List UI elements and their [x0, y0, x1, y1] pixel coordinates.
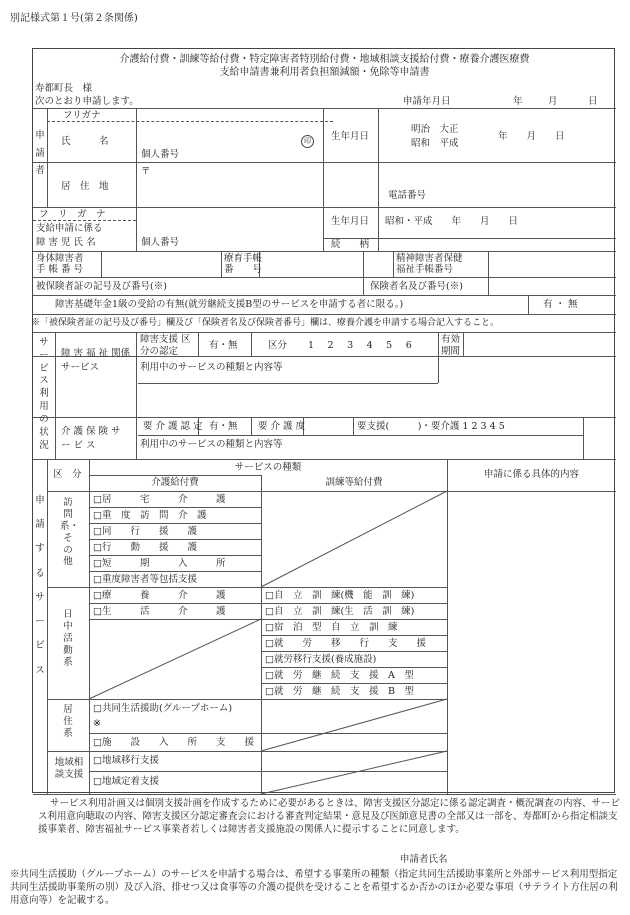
- visit-service-4[interactable]: □短 期 入 所: [93, 558, 226, 569]
- services-section-label: 申請するサービス: [35, 495, 45, 676]
- application-form: [32, 48, 615, 793]
- child-birthdate-value: 昭和・平成 年 月 日: [385, 216, 519, 227]
- visit-service-3[interactable]: □行 動 援 護: [93, 542, 197, 553]
- training-benefit-header: 訓練等給付費: [325, 477, 383, 488]
- community-service-0[interactable]: □地域移行支援: [93, 755, 159, 766]
- application-date-month: 月: [548, 96, 558, 107]
- care-benefit-header: 介護給付費: [151, 477, 199, 488]
- welfare-service-label: 障 害 福 祉 関係サービス: [61, 348, 131, 374]
- applicant-address-label: 居 住 地: [61, 181, 109, 192]
- residential-service-0[interactable]: □共同生活援助(グループホーム): [93, 703, 233, 714]
- mental-handbook-label-1: 精神障害者保健: [396, 253, 463, 264]
- applicant-section-label: 申請者: [35, 130, 45, 177]
- group-community-label: 地域相談支援: [54, 757, 84, 780]
- care-support-level[interactable]: 要支援( )・要介護 1 2 3 4 5: [357, 421, 505, 432]
- community-service-1[interactable]: □地域定着支援: [93, 776, 159, 787]
- mental-handbook-label-2: 福祉手帳番号: [396, 264, 454, 275]
- seal-mark: 印: [301, 135, 314, 148]
- training-service-6[interactable]: □就 労 継 続 支 援 B 型: [265, 686, 414, 697]
- pension-choice[interactable]: 有 ・ 無: [543, 299, 578, 310]
- details-header: 申請に係る具体的内容: [483, 469, 579, 480]
- care-cert-choice[interactable]: 有・無: [209, 421, 238, 432]
- applicant-era-line2: 昭和 平成: [411, 138, 459, 149]
- group-residential-label: 居住系: [63, 704, 73, 739]
- valid-period-label: 有効 期間: [441, 334, 461, 357]
- visit-service-5[interactable]: □重度障害者等包括支援: [93, 574, 197, 585]
- postal-mark: 〒: [141, 166, 151, 177]
- daytime-care-1[interactable]: □生 活 介 護: [93, 606, 226, 617]
- support-cert-choice[interactable]: 有・無: [209, 340, 238, 351]
- child-label-line1: 支給申請に係る: [36, 223, 103, 234]
- care-level-label: 要 介 護 度: [258, 421, 306, 432]
- physical-handbook-label-2: 手 帳 番 号: [36, 264, 84, 275]
- form-number-label: 別記様式第１号(第２条関係): [10, 13, 138, 24]
- service-kinds-header: サービスの種類: [234, 462, 302, 473]
- insurance-number-label: 被保険者証の記号及び番号(※): [36, 281, 167, 292]
- consent-statement: サービス利用計画又は個別支援計画を作成するために必要があるときは、障害支援区分認定に係る認定調査・概況調査の内容、サービス利用意向聴取の内容、障害支援区分認定審査会における審査判定結果・意見及び医師意見書の全部又は一部を、寿都町から指定相談支援事業者、障害福祉サービス事業者若しくは障害者支援施設の関係人に提示することに同意します。: [38, 798, 621, 836]
- training-service-3[interactable]: □就 労 移 行 支 援: [265, 638, 426, 649]
- support-cert-label: 障害支援 区分の認定: [140, 334, 191, 357]
- group-daytime-label: 日中活動系: [63, 609, 73, 668]
- form-title-line1: 介護給付費・訓練等給付費・特定障害者特別給付費・地域相談支援給付費・療養介護医療費: [119, 54, 530, 65]
- insurance-note: ※「被保険者証の記号及び番号」欄及び「保険者名及び保険者番号」欄は、療養介護を申請する場合記入すること。: [31, 318, 500, 328]
- care-service-label: 介 護 保 険 サ ー ビ ス: [61, 426, 121, 452]
- training-service-5[interactable]: □就 労 継 続 支 援 A 型: [265, 670, 414, 681]
- visit-service-2[interactable]: □同 行 援 護: [93, 526, 197, 537]
- ryoiku-handbook-label-2: 番 号: [224, 264, 263, 275]
- footnote: ※共同生活援助（グループホーム）のサービスを申請する場合は、希望する事業所の種類（指定共同生活援助事業所と外部サービス利用型指定共同生活援助事業所の別）及び入浴、排せつ又は食事等の介護の提供を受けることを希望するか否かのほか必要な事項（サテライト方住居の利用意向等）を記載する。: [10, 869, 618, 907]
- child-label-line2: 障 害 児 氏 名: [36, 237, 96, 248]
- physical-handbook-label-1: 身体障害者: [36, 253, 84, 264]
- insurer-label: 保険者名及び番号(※): [370, 281, 463, 292]
- residential-note-mark: ※: [93, 718, 101, 729]
- category-header: 区 分: [53, 469, 82, 480]
- usage-section-label: サービス利用の状況: [39, 337, 49, 451]
- form-title-line2: 支給申請書兼利用者負担額減額・免除等申請書: [219, 67, 430, 78]
- care-cert-label: 要 介 護 認 定: [143, 421, 203, 432]
- applicant-furigana-label: フリガナ: [63, 110, 101, 121]
- intro-text: 次のとおり申請します。: [35, 96, 139, 107]
- training-service-1[interactable]: □自 立 訓 練(生 活 訓 練): [265, 606, 415, 617]
- care-desc-label: 利用中のサービスの種類と内容等: [140, 439, 283, 450]
- daytime-care-0[interactable]: □療 養 介 護: [93, 590, 226, 601]
- addressee: 寿都町長 様: [35, 83, 93, 94]
- welfare-desc-label: 利用中のサービスの種類と内容等: [140, 362, 283, 373]
- ryoiku-handbook-label-1: 療育手帳: [224, 253, 263, 264]
- training-service-4[interactable]: □就労移行支援(養成施設): [265, 654, 377, 665]
- group-visit-label: 訪問系・その他: [60, 497, 80, 568]
- applicant-personal-number-label: 個人番号: [141, 149, 180, 160]
- application-date-year: 年: [513, 96, 523, 107]
- phone-label: 電話番号: [388, 190, 427, 201]
- child-birthdate-label: 生年月日: [331, 216, 370, 227]
- category-levels[interactable]: 1 2 3 4 5 6: [308, 340, 414, 351]
- pension-label: 障害基礎年金1級の受給の有無(就労継続支援B型のサービスを申請する者に限る。): [55, 299, 404, 310]
- child-furigana-label: フ リ ガ ナ: [39, 209, 106, 220]
- applicant-birthdate-label: 生年月日: [331, 131, 370, 142]
- training-service-0[interactable]: □自 立 訓 練(機 能 訓 練): [265, 590, 415, 601]
- signature-label: 申請者氏名: [400, 854, 448, 865]
- visit-service-1[interactable]: □重 度 訪 問 介 護: [93, 510, 207, 521]
- category-label: 区分: [268, 340, 288, 351]
- application-date-label: 申請年月日: [403, 96, 451, 107]
- child-relation-label: 続 柄: [331, 239, 370, 250]
- application-date-day: 日: [588, 96, 598, 107]
- applicant-name-label: 氏 名: [61, 136, 109, 147]
- child-personal-number-label: 個人番号: [141, 237, 180, 248]
- applicant-birthdate-ymd: 年 月 日: [498, 131, 565, 142]
- residential-service-2[interactable]: □施 設 入 所 支 援: [93, 737, 254, 748]
- applicant-era-line1: 明治 大正: [411, 124, 459, 135]
- training-service-2[interactable]: □宿 泊 型 自 立 訓 練: [265, 622, 398, 633]
- visit-service-0[interactable]: □居 宅 介 護: [93, 494, 226, 505]
